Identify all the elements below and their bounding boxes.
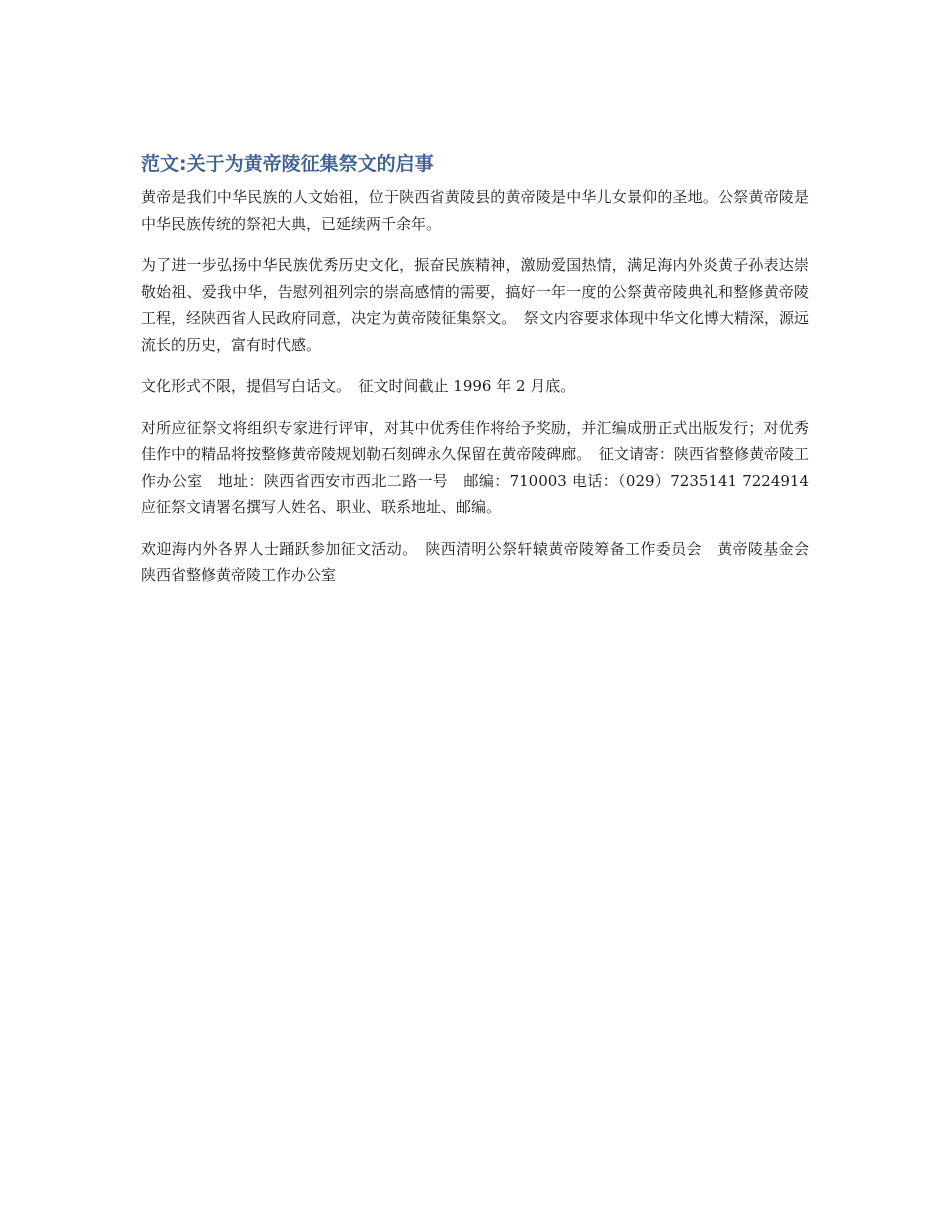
paragraph-review-contact: 对所应征祭文将组织专家进行评审，对其中优秀佳作将给予奖励，并汇编成册正式出版发行；对优秀佳作中的精品将按整修黄帝陵规划勒石刻碑永久保留在黄帝陵碑廊。 征文请寄：陕西省整修黄帝陵工作办公室 地址：陕西省西安市西北二路一号 邮编：710003 电话：（029）7235141 7224914 应征祭文请署名撰写人姓名、职业、联系地址、邮编。 (141, 418, 825, 516)
paragraph-intro: 黄帝是我们中华民族的人文始祖，位于陕西省黄陵县的黄帝陵是中华儿女景仰的圣地。公祭黄帝陵是中华民族传统的祭祀大典，已延续两千余年。 (141, 188, 809, 233)
paragraph-purpose: 为了进一步弘扬中华民族优秀历史文化，振奋民族精神，激励爱国热情，满足海内外炎黄子孙表达崇敬始祖、爱我中华，告慰列祖列宗的崇高感情的需要，搞好一年一度的公祭黄帝陵典礼和整修黄帝陵工程，经陕西省人民政府同意，决定为黄帝陵征集祭文。 祭文内容要求体现中华文化博大精深，源远流长的历史，富有时代感。 (141, 256, 809, 354)
paragraph-format-deadline: 文化形式不限，提倡写白话文。 征文时间截止 1996 年 2 月底。 (141, 377, 576, 395)
document-page (141, 150, 825, 604)
document-title: 范文:关于为黄帝陵征集祭文的启事 (141, 153, 434, 175)
paragraph-closing-signature: 欢迎海内外各界人士踊跃参加征文活动。 陕西清明公祭轩辕黄帝陵筹备工作委员会 黄帝陵基金会 陕西省整修黄帝陵工作办公室 (141, 539, 825, 584)
